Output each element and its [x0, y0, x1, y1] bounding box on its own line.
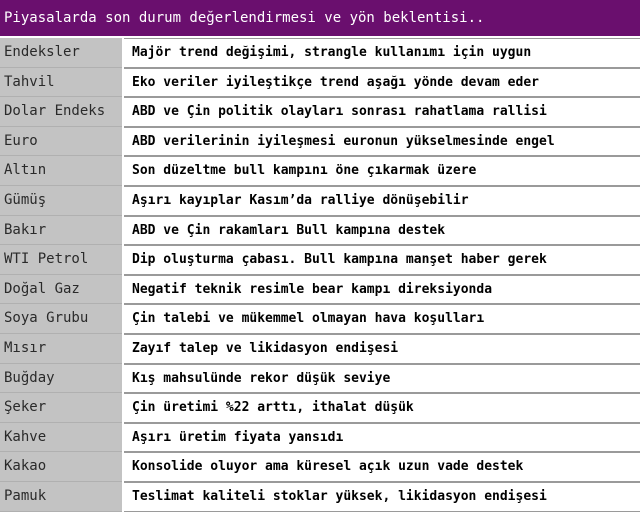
market-name-cell: Kakao [0, 452, 122, 482]
market-name-cell: Soya Grubu [0, 304, 122, 334]
market-name-cell: Dolar Endeks [0, 97, 122, 127]
table-row [0, 38, 640, 68]
market-name-cell: Tahvil [0, 68, 122, 98]
market-name-cell: Doğal Gaz [0, 275, 122, 305]
table-row [0, 452, 640, 482]
market-outlook-cell: Aşırı kayıplar Kasım’da ralliye dönüşebilir [124, 186, 640, 216]
market-outlook-cell: ABD verilerinin iyileşmesi euronun yükselmesinde engel [124, 127, 640, 157]
market-name-cell: Bakır [0, 216, 122, 246]
market-outlook-cell: Teslimat kaliteli stoklar yüksek, likidasyon endişesi [124, 482, 640, 512]
table-row [0, 186, 640, 216]
market-name-cell: Euro [0, 127, 122, 157]
market-name-cell: Şeker [0, 393, 122, 423]
table-title: Piyasalarda son durum değerlendirmesi ve yön beklentisi.. [0, 0, 640, 36]
table-row [0, 127, 640, 157]
market-outlook-cell: Kış mahsulünde rekor düşük seviye [124, 364, 640, 394]
market-outlook-cell: Dip oluşturma çabası. Bull kampına manşet haber gerek [124, 245, 640, 275]
table-row [0, 423, 640, 453]
table-row [0, 364, 640, 394]
table-row [0, 68, 640, 98]
market-outlook-cell: Çin üretimi %22 arttı, ithalat düşük [124, 393, 640, 423]
market-name-cell: Buğday [0, 364, 122, 394]
market-name-cell: Kahve [0, 423, 122, 453]
table-row [0, 156, 640, 186]
market-name-cell: Pamuk [0, 482, 122, 512]
market-outlook-cell: Zayıf talep ve likidasyon endişesi [124, 334, 640, 364]
table-row [0, 334, 640, 364]
market-outlook-cell: Konsolide oluyor ama küresel açık uzun vade destek [124, 452, 640, 482]
table-row [0, 216, 640, 246]
market-outlook-cell: Son düzeltme bull kampını öne çıkarmak üzere [124, 156, 640, 186]
market-outlook-cell: ABD ve Çin politik olayları sonrası rahatlama rallisi [124, 97, 640, 127]
table-row [0, 275, 640, 305]
market-outlook-cell: Majör trend değişimi, strangle kullanımı için uygun [124, 38, 640, 68]
market-name-cell: Gümüş [0, 186, 122, 216]
table-row [0, 304, 640, 334]
table-rows [0, 38, 640, 512]
market-outlook-cell: Eko veriler iyileştikçe trend aşağı yönde devam eder [124, 68, 640, 98]
market-outlook-cell: ABD ve Çin rakamları Bull kampına destek [124, 216, 640, 246]
table-row [0, 245, 640, 275]
market-name-cell: WTI Petrol [0, 245, 122, 275]
table-row [0, 393, 640, 423]
market-outlook-cell: Çin talebi ve mükemmel olmayan hava koşulları [124, 304, 640, 334]
market-outlook-cell: Negatif teknik resimle bear kampı direksiyonda [124, 275, 640, 305]
market-name-cell: Endeksler [0, 38, 122, 68]
market-name-cell: Altın [0, 156, 122, 186]
table-row [0, 482, 640, 512]
market-name-cell: Mısır [0, 334, 122, 364]
market-outlook-cell: Aşırı üretim fiyata yansıdı [124, 423, 640, 453]
table-row [0, 97, 640, 127]
